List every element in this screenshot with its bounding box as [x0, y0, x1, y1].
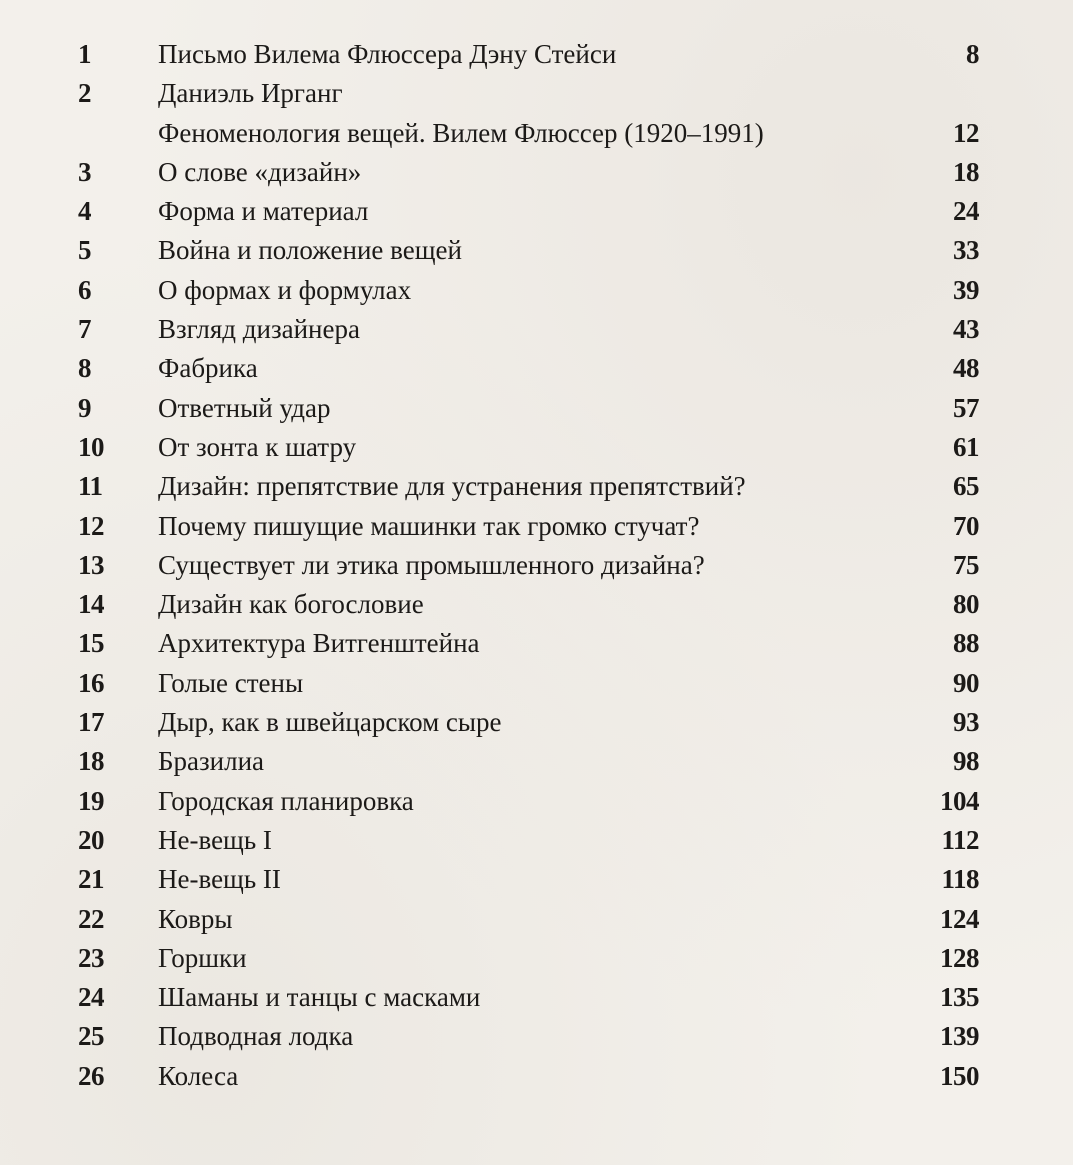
chapter-title: Ответный удар: [158, 392, 331, 423]
chapter-number: 16: [78, 667, 104, 698]
chapter-title: О слове «дизайн»: [158, 156, 362, 187]
chapter-title: Дыр, как в швейцарском сыре: [158, 707, 502, 738]
toc-entry: [0, 1015, 1073, 1054]
page-number: 139: [940, 1021, 979, 1052]
toc-entry: [0, 387, 1073, 426]
chapter-number: 15: [78, 628, 104, 659]
chapter-number: 4: [78, 196, 91, 227]
page-number: 93: [953, 707, 979, 738]
chapter-number: 2: [78, 78, 91, 109]
chapter-number: 26: [78, 1060, 104, 1091]
page-number: 33: [953, 235, 979, 266]
chapter-title: Письмо Вилема Флюссера Дэну Стейси: [158, 39, 617, 69]
page-number: 118: [941, 864, 979, 895]
chapter-number: 1: [78, 39, 91, 69]
page-number: 43: [953, 314, 979, 345]
chapter-title: Фабрика: [158, 353, 258, 384]
toc-entry: [0, 898, 1073, 937]
page-number: 18: [953, 156, 979, 187]
toc-entry: [0, 308, 1073, 347]
toc-entry: [0, 937, 1073, 976]
chapter-title: Голые стены: [158, 667, 304, 698]
chapter-title: Не-вещь I: [158, 824, 272, 855]
chapter-title: Архитектура Витгенштейна: [158, 628, 480, 659]
chapter-title: Даниэль Ирганг: [158, 78, 343, 109]
page-number: 128: [940, 942, 979, 973]
page-number: 150: [940, 1060, 979, 1091]
toc-entry: [0, 112, 1073, 151]
chapter-title: Взгляд дизайнера: [158, 314, 360, 345]
chapter-number: 25: [78, 1021, 104, 1052]
page-number: 135: [940, 982, 979, 1013]
toc-entry: [0, 583, 1073, 622]
chapter-number: 24: [78, 982, 104, 1013]
chapter-number: 22: [78, 903, 104, 934]
chapter-title: Шаманы и танцы с масками: [158, 982, 481, 1013]
chapter-number: 14: [78, 589, 104, 620]
page-number: 8: [966, 39, 979, 69]
toc-entry: [0, 426, 1073, 465]
toc-entry: [0, 780, 1073, 819]
table-of-contents: [0, 33, 1073, 1094]
toc-entry: [0, 151, 1073, 190]
page-number: 112: [941, 824, 979, 855]
page-number: 65: [953, 471, 979, 502]
toc-entry: [0, 72, 1073, 111]
chapter-number: 7: [78, 314, 91, 345]
toc-entry: [0, 229, 1073, 268]
chapter-title: Колеса: [158, 1060, 239, 1091]
chapter-title: Феноменология вещей. Вилем Флюссер (1920–1991): [158, 117, 764, 148]
page-number: 48: [953, 353, 979, 384]
page-number: 61: [953, 431, 979, 462]
chapter-title: Ковры: [158, 903, 233, 934]
chapter-title: Дизайн: препятствие для устранения препятствий?: [158, 471, 746, 502]
chapter-number: 9: [78, 392, 91, 423]
chapter-title: Бразилиа: [158, 746, 265, 777]
page-number: 57: [953, 392, 979, 423]
chapter-title: Горшки: [158, 942, 247, 973]
chapter-number: 5: [78, 235, 91, 266]
toc-entry: [0, 190, 1073, 229]
page-number: 104: [940, 785, 979, 816]
chapter-number: 23: [78, 942, 104, 973]
toc-entry: [0, 33, 1073, 72]
chapter-number: 8: [78, 353, 91, 384]
chapter-title: Дизайн как богословие: [158, 589, 424, 620]
page-number: 98: [953, 746, 979, 777]
page-number: 90: [953, 667, 979, 698]
toc-entry: [0, 505, 1073, 544]
page-number: 75: [953, 549, 979, 580]
chapter-number: 20: [78, 824, 104, 855]
page-number: 80: [953, 589, 979, 620]
chapter-number: 17: [78, 707, 104, 738]
chapter-number: 13: [78, 549, 104, 580]
chapter-title: Подводная лодка: [158, 1021, 354, 1052]
toc-entry: [0, 1055, 1073, 1094]
toc-entry: [0, 269, 1073, 308]
chapter-title: О формах и формулах: [158, 274, 412, 305]
toc-entry: [0, 544, 1073, 583]
toc-entry: [0, 976, 1073, 1015]
page-number: 88: [953, 628, 979, 659]
chapter-title: Не-вещь II: [158, 864, 281, 895]
toc-entry: [0, 740, 1073, 779]
page-number: 24: [953, 196, 979, 227]
toc-entry: [0, 465, 1073, 504]
chapter-number: 12: [78, 510, 104, 541]
chapter-title: Почему пишущие машинки так громко стучат?: [158, 510, 700, 541]
chapter-number: 11: [78, 471, 103, 502]
chapter-title: Существует ли этика промышленного дизайна?: [158, 549, 705, 580]
page-number: 12: [953, 117, 979, 148]
chapter-title: Городская планировка: [158, 785, 414, 816]
toc-entry: [0, 819, 1073, 858]
page-number: 70: [953, 510, 979, 541]
page-number: 39: [953, 274, 979, 305]
chapter-title: Война и положение вещей: [158, 235, 462, 266]
toc-entry: [0, 701, 1073, 740]
chapter-number: 18: [78, 746, 104, 777]
chapter-number: 10: [78, 431, 104, 462]
toc-entry: [0, 662, 1073, 701]
chapter-number: 3: [78, 156, 91, 187]
chapter-title: От зонта к шатру: [158, 431, 357, 462]
toc-entry: [0, 858, 1073, 897]
page-number: 124: [940, 903, 979, 934]
chapter-number: 19: [78, 785, 104, 816]
chapter-number: 21: [78, 864, 104, 895]
chapter-number: 6: [78, 274, 91, 305]
chapter-title: Форма и материал: [158, 196, 369, 227]
toc-entry: [0, 347, 1073, 386]
toc-entry: [0, 622, 1073, 661]
